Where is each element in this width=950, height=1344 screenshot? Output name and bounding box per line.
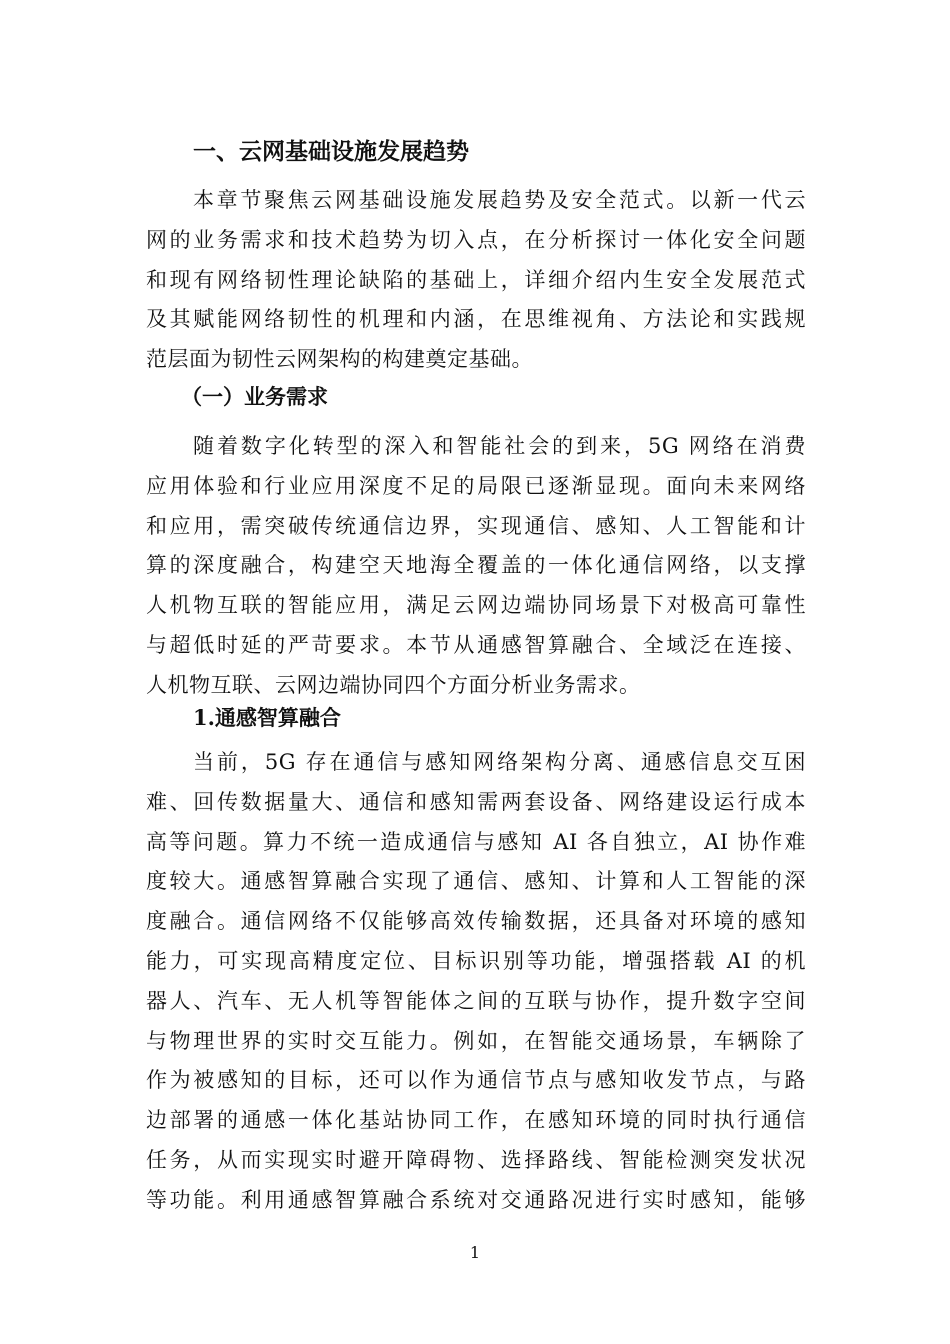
paragraph-line: 与超低时延的严苛要求。本节从通感智算融合、全域泛在连接、 xyxy=(146,632,806,657)
paragraph-line: 高等问题。算力不统一造成通信与感知 AI 各自独立，AI 协作难 xyxy=(146,829,806,854)
paragraph-line: 难、回传数据量大、通信和感知需两套设备、网络建设运行成本 xyxy=(146,789,806,814)
paragraph-line: 及其赋能网络韧性的机理和内涵，在思维视角、方法论和实践规 xyxy=(146,307,806,332)
paragraph-line: 当前，5G 存在通信与感知网络架构分离、通感信息交互困 xyxy=(193,750,806,774)
section-heading: （一）业务需求 xyxy=(181,384,328,409)
subsection-heading: 1.通感智算融合 xyxy=(193,705,341,730)
page-number: 1 xyxy=(469,1243,481,1262)
fusion-paragraph xyxy=(146,743,806,1221)
section-intro-paragraph xyxy=(146,181,806,380)
paragraph-line: 算的深度融合，构建空天地海全覆盖的一体化通信网络，以支撑 xyxy=(146,553,806,578)
paragraph-line: 和现有网络韧性理论缺陷的基础上，详细介绍内生安全发展范式 xyxy=(146,267,806,292)
paragraph-line: 本章节聚焦云网基础设施发展趋势及安全范式。以新一代云 xyxy=(193,188,806,212)
paragraph-line: 等功能。利用通感智算融合系统对交通路况进行实时感知，能够 xyxy=(146,1187,806,1212)
paragraph-line: 和应用，需突破传统通信边界，实现通信、感知、人工智能和计 xyxy=(146,513,806,538)
business-intro-paragraph xyxy=(146,427,806,706)
paragraph-line: 与物理世界的实时交互能力。例如，在智能交通场景，车辆除了 xyxy=(146,1028,806,1053)
paragraph-line: 随着数字化转型的深入和智能社会的到来，5G 网络在消费 xyxy=(193,434,806,458)
paragraph-line: 作为被感知的目标，还可以作为通信节点与感知收发节点，与路 xyxy=(146,1068,806,1093)
paragraph-line: 能力，可实现高精度定位、目标识别等功能，增强搭载 AI 的机 xyxy=(146,948,806,973)
paragraph-line: 器人、汽车、无人机等智能体之间的互联与协作，提升数字空间 xyxy=(146,988,806,1013)
paragraph-line: 网的业务需求和技术趋势为切入点，在分析探讨一体化安全问题 xyxy=(146,227,806,252)
chapter-heading: 一、云网基础设施发展趋势 xyxy=(193,139,469,165)
paragraph-line: 人机物互联的智能应用，满足云网边端协同场景下对极高可靠性 xyxy=(146,593,806,618)
paragraph-line: 应用体验和行业应用深度不足的局限已逐渐显现。面向未来网络 xyxy=(146,473,806,498)
paragraph-line: 度较大。通感智算融合实现了通信、感知、计算和人工智能的深 xyxy=(146,869,806,894)
paragraph-line: 人机物互联、云网边端协同四个方面分析业务需求。 xyxy=(146,672,641,697)
paragraph-line: 范层面为韧性云网架构的构建奠定基础。 xyxy=(146,347,533,372)
paragraph-line: 边部署的通感一体化基站协同工作，在感知环境的同时执行通信 xyxy=(146,1108,806,1133)
paragraph-line: 度融合。通信网络不仅能够高效传输数据，还具备对环境的感知 xyxy=(146,909,806,934)
paragraph-line: 任务，从而实现实时避开障碍物、选择路线、智能检测突发状况 xyxy=(146,1147,806,1172)
